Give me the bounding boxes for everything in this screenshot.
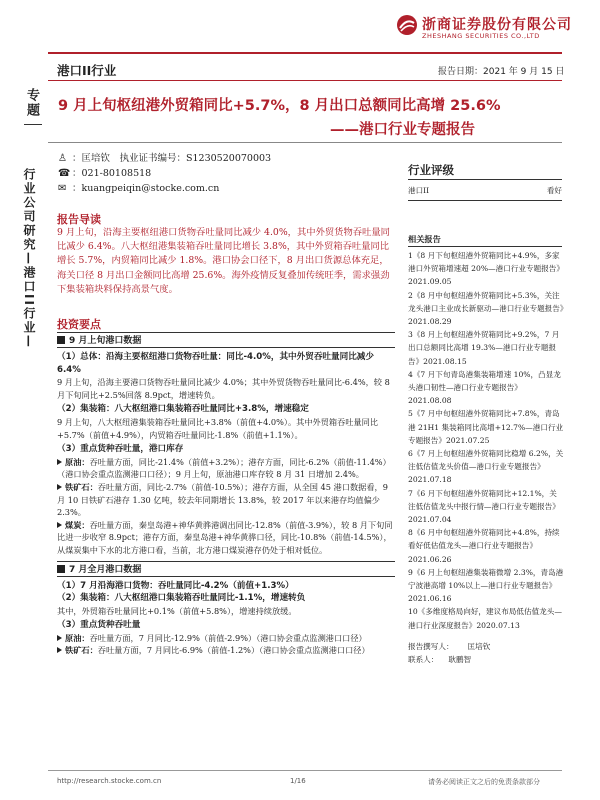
sidebar-category: 行业公司研究—港口II行业—	[22, 168, 36, 349]
s1-coal-label: 煤炭：	[65, 519, 90, 530]
s2-iron-text: 吞吐量方面，7 月同比-6.9%（前值-1.2%）（港口协会重点监测港口口径）	[97, 645, 370, 656]
related-item[interactable]: 7《6 月下旬枢纽港外贸箱同比+12.1%，关注低估值龙头中报行情—港口行业专题报告》2021.07.04	[408, 488, 560, 525]
rating-sector: 港口II	[408, 186, 430, 195]
related-divider	[408, 246, 562, 247]
analyst-email-line	[58, 181, 398, 196]
footer-url[interactable]: http://research.stocke.com.cn	[57, 777, 162, 785]
contact-name: 耿鹏智	[448, 655, 472, 665]
analyst-name: ：匡培钦 执业证书编号：S1230520070003	[72, 153, 272, 164]
report-date-label: 报告日期：	[438, 67, 484, 77]
s1-iron-item	[57, 481, 395, 519]
header-divider	[48, 52, 562, 54]
sidebar-divider	[24, 124, 42, 125]
rating-divider	[408, 179, 562, 180]
related-item[interactable]: 2《8 月中旬枢纽港外贸箱同比+5.3%，关注龙头港口主业成长新驱动—港口行业专题报告》2021.08.29	[408, 290, 564, 327]
s1-iron-label: 铁矿石：	[65, 481, 98, 492]
s1-overall-head: （1）总体：沿海主要枢纽港口货物吞吐量：同比-4.0%，其中外贸吞吐量同比减少 6.4%	[57, 352, 374, 375]
triangle-bullet-icon	[57, 647, 62, 653]
s1-crude-label: 原油：	[65, 456, 90, 467]
s2-iron-label: 铁矿石：	[65, 645, 98, 656]
section-july-title: 7 月全月港口数据	[69, 564, 142, 575]
related-item[interactable]: 10《多维度格局向好，建议布局低估值龙头—港口行业深度报告》2020.07.13	[408, 607, 562, 630]
phone-icon: ☎	[58, 168, 71, 179]
s2-crude-label: 原油：	[65, 632, 90, 643]
related-list	[408, 249, 564, 666]
s1-coal-text: 吞吐量方面，秦皇岛港+神华黄骅港调出同比-12.8%（前值-3.9%），较 8 月下旬同比进一步收窄 8.9pct；港存方面，秦皇岛港+神华黄骅口径，同比-10.8%（前值-14.5%），从煤炭集中下水的北方港口看，当前，北方港口煤炭港存仍处于相对低位。	[57, 519, 393, 555]
brand-logo-icon	[396, 14, 418, 40]
rating-heading: 行业评级	[408, 163, 454, 177]
rating-row	[408, 184, 562, 197]
report-date	[438, 64, 564, 77]
triangle-bullet-icon	[57, 484, 62, 490]
guide-text: 9 月上旬，沿海主要枢纽港口货物吞吐量同比减少 4.0%，其中外贸货物吞吐量同比减少 6.4%。八大枢纽港集装箱吞吐量同比增长 3.8%，其中外贸箱吞吐量同比增长 5.7%，内贸箱同比减少 1.8%。港口协会口径下，8 月出口货源总体充足，海关口径 8 月出口金额同比高增 25.6%。海外疫情反复叠加传统旺季，需求强劲下集装箱块料保持高景气度。	[57, 227, 390, 295]
sidebar-topic-tag: 专题	[24, 88, 39, 118]
triangle-bullet-icon	[57, 635, 62, 641]
report-author-line	[408, 640, 564, 653]
s1-overall-text: 9 月上旬，沿海主要港口货物吞吐量同比减少 4.0%；其中外贸货物吞吐量同比-6.4%，较 8 月下旬同比+2.5%回落 8.9pct，增速转负。	[57, 377, 390, 400]
square-bullet-icon	[57, 565, 65, 573]
footer-divider	[48, 770, 562, 771]
footer-disclaimer: 请务必阅读正文之后的免责条款部分	[428, 778, 540, 786]
analyst-email[interactable]: ：kuangpeiqin@stocke.com.cn	[72, 183, 220, 194]
analyst-phone: ：021-80108518	[72, 168, 152, 179]
brand-name-en: ZHESHANG SECURITIES CO.,LTD	[422, 32, 540, 40]
page-number: 1/16	[290, 777, 306, 785]
section-9-early	[57, 332, 395, 348]
invest-heading: 投资要点	[57, 318, 101, 331]
header-divider-2	[48, 80, 562, 81]
rating-value: 看好	[546, 186, 562, 195]
s2-cargo-head: （3）重点货种吞吐量	[57, 620, 141, 631]
title-divider	[48, 142, 562, 143]
s2-iron-item	[57, 644, 395, 657]
s2-overall-head: （1）7 月沿海港口货物：吞吐量同比-4.2%（前值+1.3%）	[57, 580, 294, 591]
contact-label: 联系人：	[408, 655, 439, 665]
s1-crude-text: 吞吐量方面，同比-21.4%（前值+3.2%）；港存方面，同比-6.2%（前值-11.4%）（港口协会重点监测港口口径）；9 月上旬，原油港口库存较 8 月 31 日增加 2.4%。	[57, 456, 391, 480]
report-title: 9 月上旬枢纽港外贸箱同比+5.7%，8 月出口总额同比高增 25.6%	[58, 98, 501, 114]
report-author-label: 报告撰写人：	[408, 641, 454, 651]
s1-container-text: 9 月上旬，八大枢纽港集装箱吞吐量同比+3.8%（前值+4.0%）。其中外贸箱吞吐量同比+5.7%（前值+4.9%），内贸箱吞吐量同比-1.8%（前值+1.1%）。	[57, 416, 379, 440]
s2-crude-text: 吞吐量方面，7 月同比-12.9%（前值-2.9%）（港口协会重点监测港口口径）	[89, 632, 367, 643]
analyst-phone-line	[58, 166, 398, 181]
analyst-info	[58, 151, 398, 196]
related-item[interactable]: 1《8 月下旬枢纽港外贸箱同比+4.9%，多家港口外贸箱增速超 20%—港口行业专题报告》2021.09.05	[408, 251, 564, 287]
triangle-bullet-icon	[57, 522, 62, 528]
related-item[interactable]: 6《7 月上旬枢纽港外贸箱同比稳增 6.2%，关注低估值龙头价值—港口行业专题报告》2021.07.18	[408, 449, 564, 485]
guide-heading: 报告导读	[57, 213, 101, 226]
s1-cargo-head: （3）重点货种吞吐量，港口库存	[57, 444, 184, 455]
report-date-value: 2021 年 9 月 15 日	[483, 67, 565, 77]
related-item[interactable]: 3《8 月上旬枢纽港外贸箱同比+9.2%，7 月出口总额同比高增 19.3%—港口行业专题报告》2021.08.15	[408, 330, 560, 366]
analyst-name-line	[58, 151, 398, 166]
s1-iron-text: 吞吐量方面，同比-2.7%（前值-10.5%）；港存方面，从全国 45 港口数据看，9 月 10 日铁矿石港存 1.30 亿吨，较去年同期增长 13.8%，较 2017 年以来港存均值偏少 2.3%。	[57, 481, 388, 518]
email-icon: ✉	[58, 183, 67, 194]
person-icon: ♙	[58, 153, 67, 164]
report-subtitle: ——港口行业专题报告	[330, 122, 475, 138]
related-item[interactable]: 9《6 月上旬枢纽港集装箱微增 2.3%，青岛港宁波港高增 10%以上—港口行业专题报告》2021.06.16	[408, 567, 564, 604]
related-item[interactable]: 5《7 月中旬枢纽港外贸箱同比+7.8%，青岛港 21H1 集装箱同比高增+12.7%—港口行业专题报告》2021.07.25	[408, 409, 564, 445]
related-item[interactable]: 8《6 月中旬枢纽港外贸箱同比+4.8%，持续看好低估值龙头—港口行业专题报告》2021.06.26	[408, 528, 560, 564]
brand-name: 浙商证券股份有限公司	[422, 17, 572, 33]
related-item[interactable]: 4《7 月下旬青岛港集装箱增速 10%，凸显龙头港口韧性—港口行业专题报告》2021.08.08	[408, 369, 561, 406]
section-9-early-title: 9 月上旬港口数据	[69, 336, 142, 346]
section-july	[57, 561, 395, 577]
s1-coal-item	[57, 519, 395, 557]
s1-container-head: （2）集装箱：八大枢纽港口集装箱吞吐量同比+3.8%，增速稳定	[57, 404, 309, 415]
industry-label: 港口II行业	[57, 63, 117, 78]
s2-container-text: 其中，外贸箱吞吐量同比+0.1%（前值+5.8%），增速持续放缓。	[57, 605, 297, 616]
report-author: 匡培钦	[467, 641, 491, 651]
s2-crude-item	[57, 632, 395, 645]
square-bullet-icon	[57, 336, 65, 344]
invest-body	[57, 332, 395, 657]
contact-line	[408, 653, 564, 666]
triangle-bullet-icon	[57, 459, 62, 465]
s2-container-head: （2）集装箱：八大枢纽港口集装箱吞吐量同比-1.1%，增速转负	[57, 593, 306, 604]
related-heading: 相关报告	[408, 234, 441, 244]
s1-crude-item	[57, 456, 395, 481]
rating-divider-bottom	[408, 200, 562, 201]
